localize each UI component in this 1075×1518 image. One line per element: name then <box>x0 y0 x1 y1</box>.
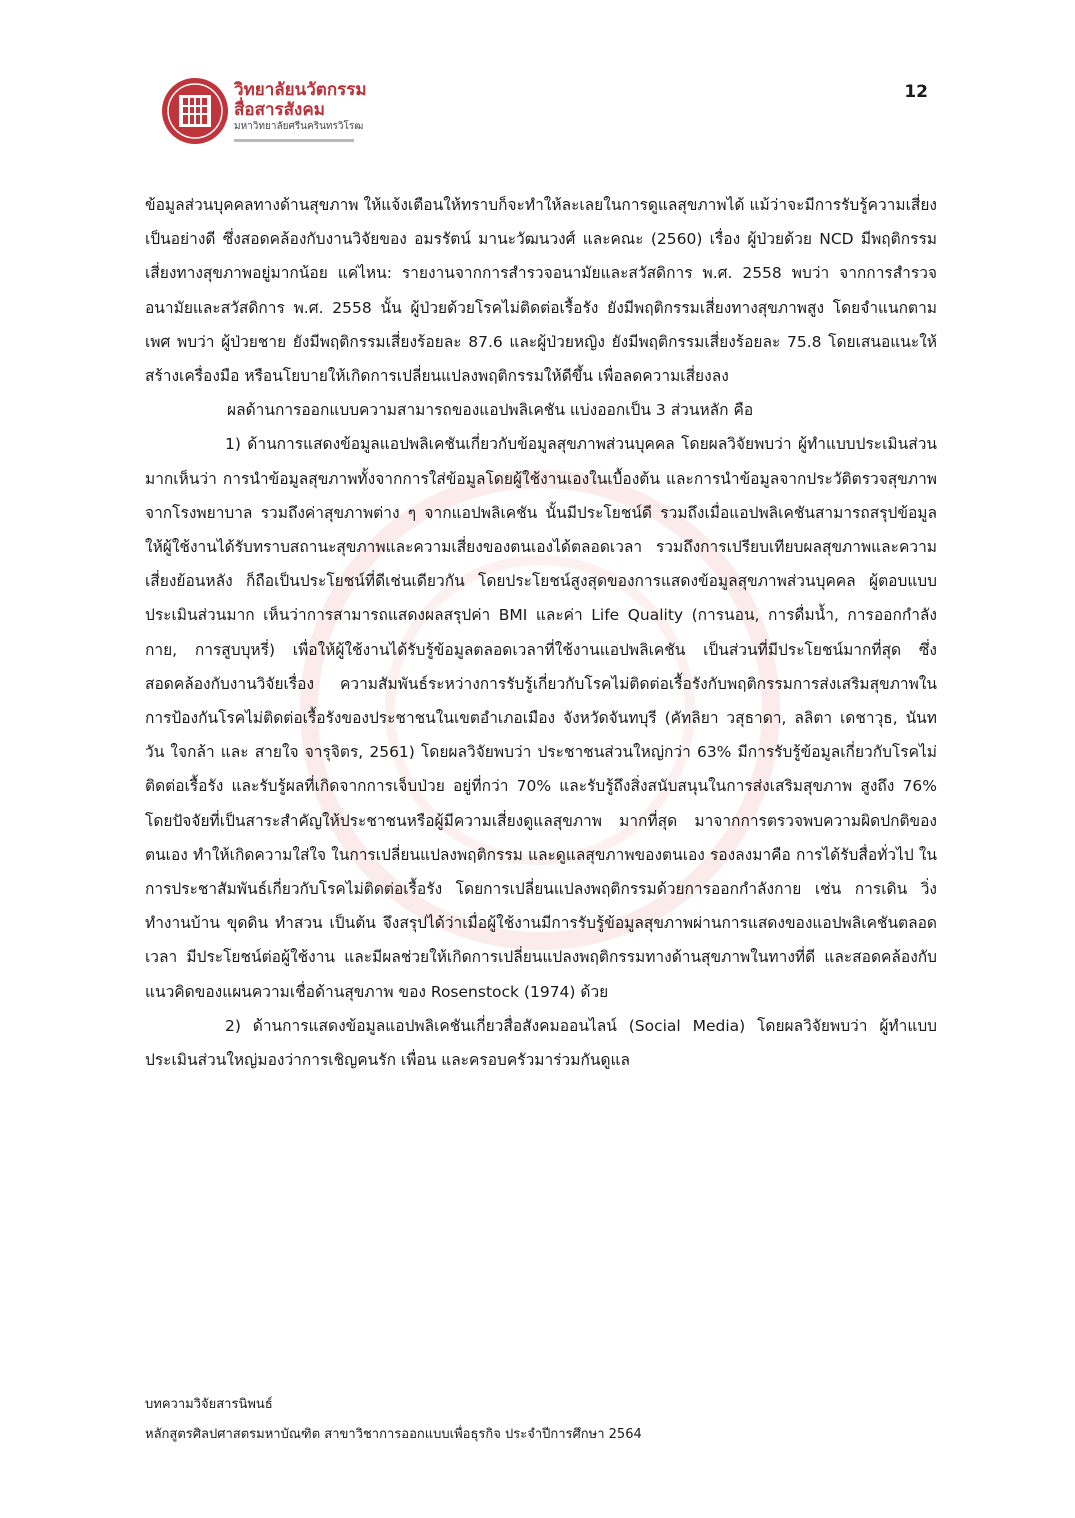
college-logo-text <box>234 80 367 142</box>
paragraph-3: 1) ด้านการแสดงข้อมูลแอปพลิเคชันเกี่ยวกับข้อมูลสุขภาพส่วนบุคคล โดยผลวิจัยพบว่า ผู้ทำแบบประเมินส่วนมากเห็นว่า การนำข้อมูลสุขภาพทั้งจากการใส่ข้อมูลโดยผู้ใช้งานเองในเบื้องต้น และการนำข้อมูลจากประวัติตรวจสุขภาพจากโรงพยาบาล รวมถึงค่าสุขภาพต่าง ๆ จากแอปพลิเคชัน นั้นมีประโยชน์ดี รวมถึงเมื่อแอปพลิเคชันสามารถสรุปข้อมูลให้ผู้ใช้งานได้รับทราบสถานะสุขภาพและความเสี่ยงของตนเองได้ตลอดเวลา รวมถึงการเปรียบเทียบผลสุขภาพและความเสี่ยงย้อนหลัง ก็ถือเป็นประโยชน์ที่ดีเช่นเดียวกัน โดยประโยชน์สูงสุดของการแสดงข้อมูลสุขภาพส่วนบุคคล ผู้ตอบแบบประเมินส่วนมาก เห็นว่าการสามารถแสดงผลสรุปค่า BMI และค่า Life Quality (การนอน, การดื่มน้ำ, การออกกำลังกาย, การสูบบุหรี่) เพื่อให้ผู้ใช้งานได้รับรู้ข้อมูลตลอดเวลาที่ใช้งานแอปพลิเคชัน เป็นส่วนที่มีประโยชน์มากที่สุด ซึ่งสอดคล้องกับงานวิจัยเรื่อง ความสัมพันธ์ระหว่างการรับรู้เกี่ยวกับโรคไม่ติดต่อเรื้อรังกับพฤติกรรมการส่งเสริมสุขภาพในการป้องกันโรคไม่ติดต่อเรื้อรังของประชาชนในเขตอำเภอเมือง จังหวัดจันทบุรี (คัทลิยา วสุธาดา, ลลิตา เดชาวุธ, นันทวัน ใจกล้า และ สายใจ จารุจิตร, 2561) โดยผลวิจัยพบว่า ประชาชนส่วนใหญ่กว่า 63% มีการรับรู้ข้อมูลเกี่ยวกับโรคไม่ติดต่อเรื้อรัง และรับรู้ผลที่เกิดจากการเจ็บป่วย อยู่ที่กว่า 70% และรับรู้ถึงสิ่งสนับสนุนในการส่งเสริมสุขภาพ สูงถึง 76% โดยปัจจัยที่เป็นสาระสำคัญให้ประชาชนหรือผู้มีความเสี่ยงดูแลสุขภาพ มากที่สุด มาจากการตรวจพบความผิดปกติของตนเอง ทำให้เกิดความใส่ใจ ในการเปลี่ยนแปลงพฤติกรรม และดูแลสุขภาพของตนเอง รองลงมาคือ การได้รับสื่อทั่วไป ในการประชาสัมพันธ์เกี่ยวกับโรคไม่ติดต่อเรื้อรัง โดยการเปลี่ยนแปลงพฤติกรรมด้วยการออกกำลังกาย เช่น การเดิน วิ่ง ทำงานบ้าน ขุดดิน ทำสวน เป็นต้น จึงสรุปได้ว่าเมื่อผู้ใช้งานมีการรับรู้ข้อมูลสุขภาพผ่านการแสดงของแอปพลิเคชันตลอดเวลา มีประโยชน์ต่อผู้ใช้งาน และมีผลช่วยให้เกิดการเปลี่ยนแปลงพฤติกรรมทางด้านสุขภาพในทางที่ดี และสอดคล้องกับแนวคิดของแผนความเชื่อด้านสุขภาพ ของ Rosenstock (1974) ด้วย <box>145 435 937 1001</box>
article-body <box>145 188 937 1077</box>
college-seal-logo-icon <box>160 76 230 146</box>
logo-line-department: สื่อสารสังคม <box>234 100 325 120</box>
page-footer <box>145 1390 945 1450</box>
paragraph-4: 2) ด้านการแสดงข้อมูลแอปพลิเคชันเกี่ยวสื่อสังคมออนไลน์ (Social Media) โดยผลวิจัยพบว่า ผู้ทำแบบประเมินส่วนใหญ่มองว่าการเชิญคนรัก เพื่อน และครอบครัวมาร่วมกันดูแล <box>145 1016 937 1070</box>
logo-line-university: มหาวิทยาลัยศรีนครินทรวิโรฒ <box>234 121 364 132</box>
page-header <box>160 70 940 150</box>
footer-document-type: บทความวิจัยสารนิพนธ์ <box>145 1397 273 1412</box>
logo-divider <box>234 139 354 142</box>
paragraph-1: ข้อมูลส่วนบุคคลทางด้านสุขภาพ ให้แจ้งเตือนให้ทราบก็จะทำให้ละเลยในการดูแลสุขภาพได้ แม้ว่าจะมีการรับรู้ความเสี่ยงเป็นอย่างดี ซึ่งสอดคล้องกับงานวิจัยของ อมรรัตน์ มานะวัฒนวงศ์ และคณะ (2560) เรื่อง ผู้ป่วยด้วย NCD มีพฤติกรรมเสี่ยงทางสุขภาพอยู่มากน้อย แค่ไหน: รายงานจากการสำรวจอนามัยและสวัสดิการ พ.ศ. 2558 พบว่า จากการสำรวจอนามัยและสวัสดิการ พ.ศ. 2558 นั้น ผู้ป่วยด้วยโรคไม่ติดต่อเรื้อรัง ยังมีพฤติกรรมเสี่ยงทางสุขภาพสูง โดยจำแนกตามเพศ พบว่า ผู้ป่วยชาย ยังมีพฤติกรรมเสี่ยงร้อยละ 87.6 และผู้ป่วยหญิง ยังมีพฤติกรรมเสี่ยงร้อยละ 75.8 โดยเสนอแนะให้สร้างเครื่องมือ หรือนโยบายให้เกิดการเปลี่ยนแปลงพฤติกรรมให้ดีขึ้น เพื่อลดความเสี่ยงลง <box>145 196 937 386</box>
page-number: 12 <box>904 82 928 102</box>
paragraph-2: ผลด้านการออกแบบความสามารถของแอปพลิเคชัน แบ่งออกเป็น 3 ส่วนหลัก คือ <box>227 401 754 420</box>
logo-line-college: วิทยาลัยนวัตกรรม <box>234 80 367 100</box>
footer-program-info: หลักสูตรศิลปศาสตรมหาบัณฑิต สาขาวิชาการออกแบบเพื่อธุรกิจ ประจำปีการศึกษา 2564 <box>145 1427 642 1442</box>
